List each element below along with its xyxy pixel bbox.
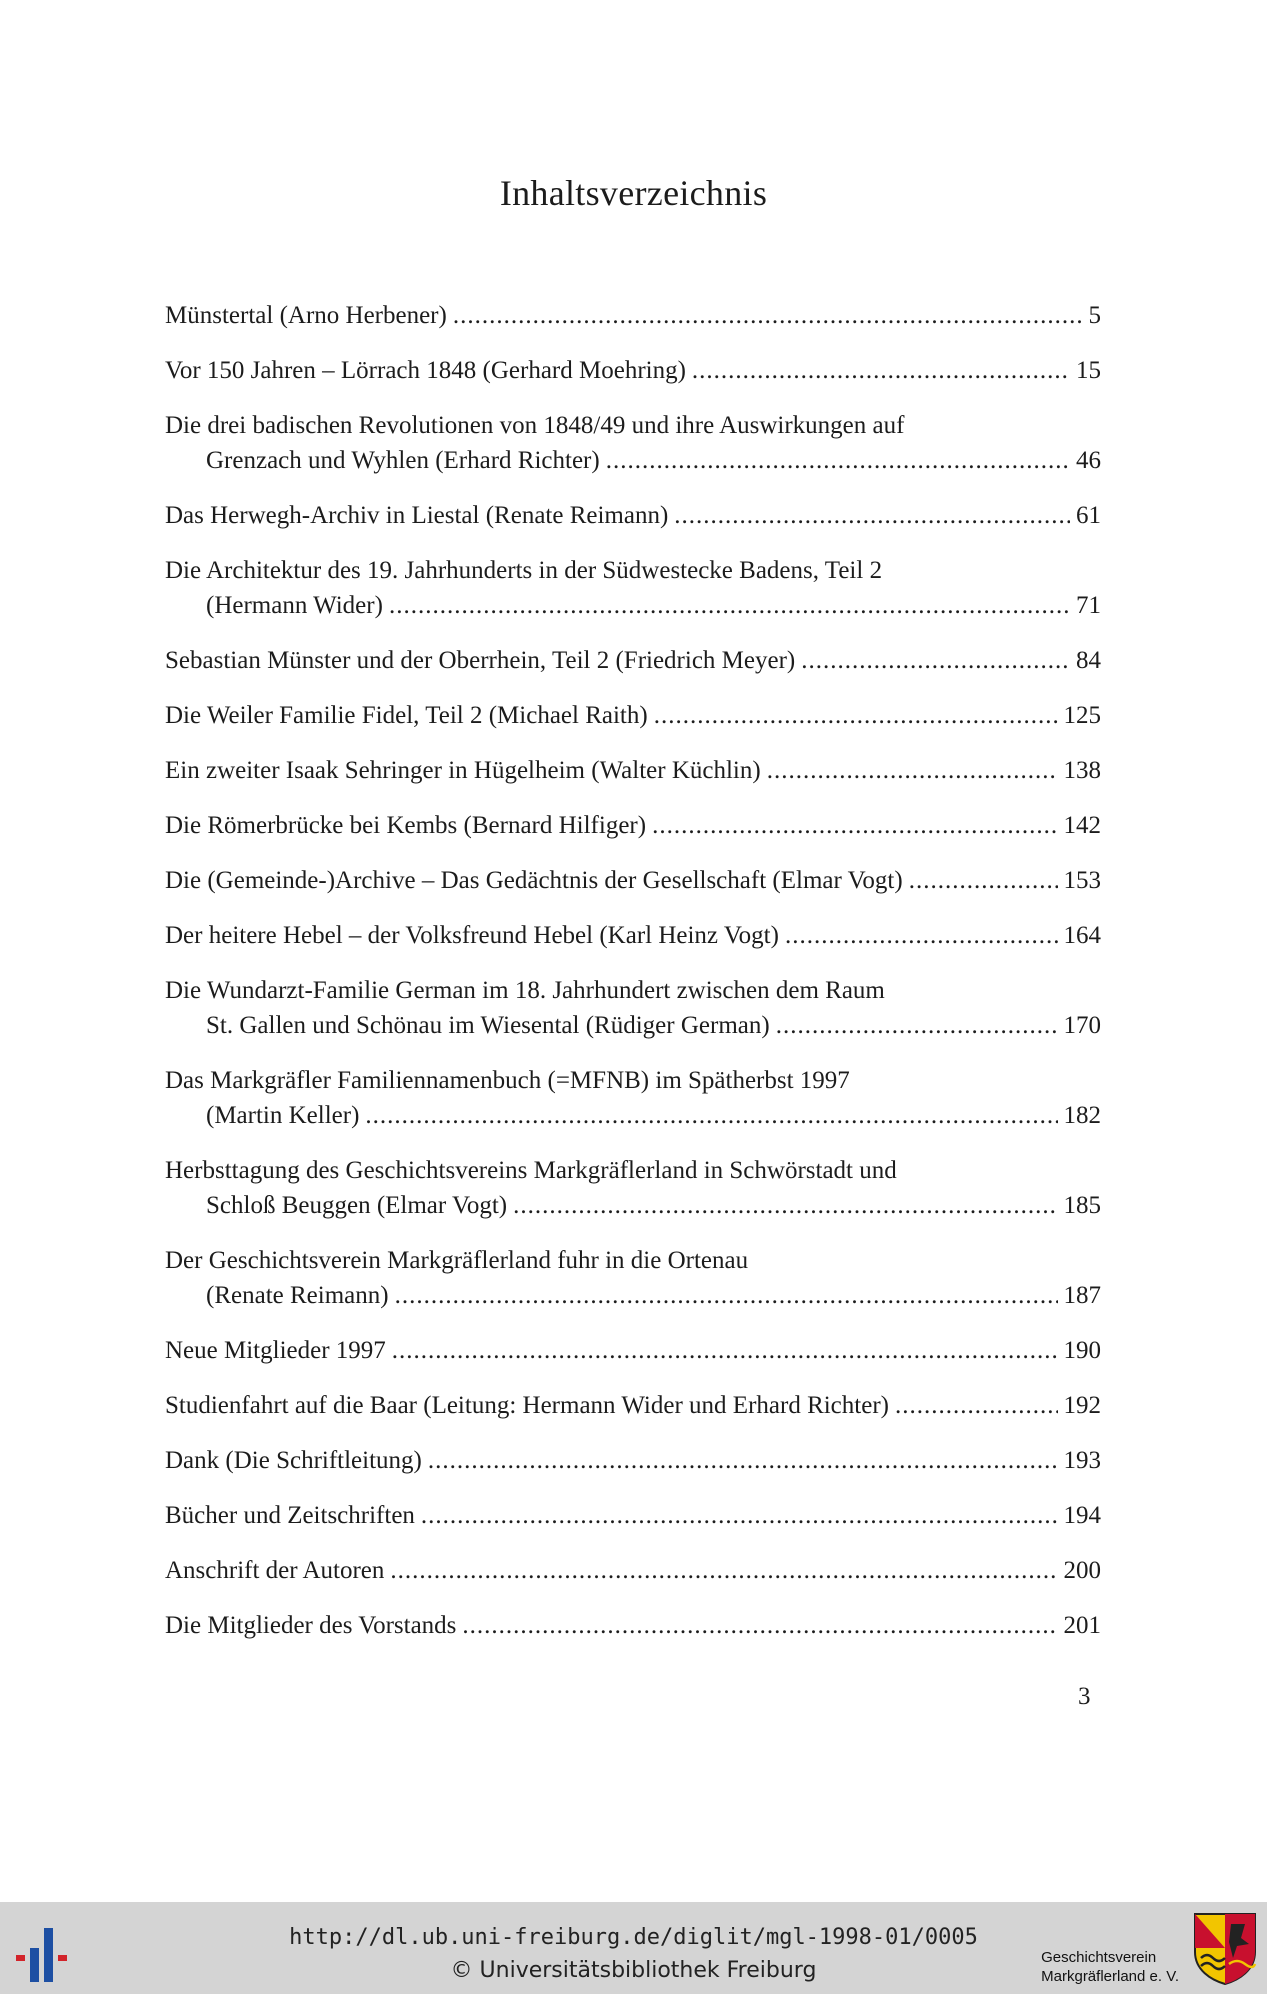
toc-entry-page: 170	[1063, 1012, 1101, 1039]
toc-entry-line	[165, 408, 1101, 443]
toc-entry-line	[165, 1243, 1101, 1278]
toc-entry[interactable]	[165, 973, 1101, 1043]
society-name-line: Geschichtsverein	[1041, 1949, 1157, 1966]
toc-entry-page: 84	[1076, 647, 1101, 674]
dot-leader	[513, 1188, 1057, 1223]
toc-entry-page: 193	[1063, 1447, 1101, 1474]
toc-entry-line	[165, 1498, 1101, 1533]
dot-leader	[909, 863, 1058, 898]
toc-entry-page: 125	[1063, 702, 1101, 729]
toc-entry-title: Die (Gemeinde-)Archive – Das Gedächtnis der Gesellschaft (Elmar Vogt)	[165, 867, 903, 894]
toc-entry[interactable]	[165, 863, 1101, 898]
toc-entry-page: 192	[1063, 1392, 1101, 1419]
toc-entry-title: Der heitere Hebel – der Volksfreund Hebel (Karl Heinz Vogt)	[165, 922, 779, 949]
footer-copyright: © Universitätsbibliothek Freiburg	[450, 1958, 817, 1983]
toc-entry-title: Schloß Beuggen (Elmar Vogt)	[206, 1192, 508, 1219]
society-name	[1041, 1948, 1179, 1986]
dot-leader	[776, 1008, 1058, 1043]
toc-entry-page: 182	[1063, 1102, 1101, 1129]
toc-entry[interactable]	[165, 1333, 1101, 1368]
toc-entry[interactable]	[165, 553, 1101, 623]
dot-leader	[767, 753, 1058, 788]
toc-entry-line	[165, 353, 1101, 388]
page-number: 3	[1078, 1683, 1091, 1710]
toc-entry-line	[165, 1443, 1101, 1478]
dot-leader	[389, 588, 1070, 623]
toc-entry-line	[165, 1333, 1101, 1368]
toc-entry-line	[165, 1388, 1101, 1423]
toc-entry[interactable]	[165, 643, 1101, 678]
toc-entry-line	[165, 918, 1101, 953]
toc-entry-line	[165, 1188, 1101, 1223]
toc-entry-title: (Hermann Wider)	[206, 592, 383, 619]
toc-entry-title: Münstertal (Arno Herbener)	[165, 302, 447, 329]
toc-entry-line	[165, 1278, 1101, 1313]
toc-entry-page: 153	[1063, 867, 1101, 894]
toc-entry-line	[165, 973, 1101, 1008]
toc-entry[interactable]	[165, 408, 1101, 478]
toc-entry-line	[165, 808, 1101, 843]
toc-entry-title: Dank (Die Schriftleitung)	[165, 1447, 422, 1474]
society-name-line: Markgräflerland e. V.	[1041, 1968, 1179, 1985]
dot-leader	[785, 918, 1058, 953]
toc-entry-page: 138	[1063, 757, 1101, 784]
toc-entry-title: Die Mitglieder des Vorstands	[165, 1612, 457, 1639]
toc-entry-line	[165, 1153, 1101, 1188]
toc-entry[interactable]	[165, 353, 1101, 388]
dot-leader	[421, 1498, 1058, 1533]
toc-entry[interactable]	[165, 1388, 1101, 1423]
toc-entry-page: 142	[1063, 812, 1101, 839]
dot-leader	[392, 1333, 1058, 1368]
toc-entry[interactable]	[165, 1553, 1101, 1588]
toc-entry-page: 61	[1076, 502, 1101, 529]
toc-entry-title: Die Wundarzt-Familie German im 18. Jahrhundert zwischen dem Raum	[165, 977, 885, 1004]
toc-entry-line	[165, 498, 1101, 533]
toc-entry-title: (Martin Keller)	[206, 1102, 360, 1129]
toc-entry[interactable]	[165, 298, 1101, 333]
toc-entry-line	[165, 443, 1101, 478]
toc-entry-title: (Renate Reimann)	[206, 1282, 389, 1309]
toc-entry[interactable]	[165, 918, 1101, 953]
dot-leader	[428, 1443, 1058, 1478]
toc-entry-title: Bücher und Zeitschriften	[165, 1502, 415, 1529]
society-crest-icon[interactable]	[1193, 1912, 1257, 1986]
toc-entry-title: Vor 150 Jahren – Lörrach 1848 (Gerhard Moehring)	[165, 357, 686, 384]
dot-leader	[652, 808, 1057, 843]
dot-leader	[365, 1098, 1057, 1133]
toc-entry-line	[165, 1098, 1101, 1133]
toc-entry-line	[165, 643, 1101, 678]
dot-leader	[674, 498, 1070, 533]
toc-entry-line	[165, 1553, 1101, 1588]
toc-entry-line	[165, 588, 1101, 623]
dot-leader	[801, 643, 1070, 678]
toc-entry-page: 190	[1063, 1337, 1101, 1364]
toc-entry-line	[165, 698, 1101, 733]
toc-entry-page: 46	[1076, 447, 1101, 474]
toc-entry-title: Die Architektur des 19. Jahrhunderts in der Südwestecke Badens, Teil 2	[165, 557, 883, 584]
toc-entry-line	[165, 863, 1101, 898]
toc-entry-page: 201	[1063, 1612, 1101, 1639]
dot-leader	[606, 443, 1070, 478]
toc-entry[interactable]	[165, 1498, 1101, 1533]
page-title: Inhaltsverzeichnis	[499, 173, 768, 213]
toc-entry-page: 5	[1088, 302, 1101, 329]
toc-entry-title: Neue Mitglieder 1997	[165, 1337, 386, 1364]
toc-entry-title: Das Markgräfler Familiennamenbuch (=MFNB) im Spätherbst 1997	[165, 1067, 850, 1094]
dot-leader	[692, 353, 1070, 388]
toc-entry-line	[165, 753, 1101, 788]
toc-entry-page: 194	[1063, 1502, 1101, 1529]
toc-entry[interactable]	[165, 1608, 1101, 1643]
toc-entry-line	[165, 298, 1101, 333]
toc-entry-page: 187	[1063, 1282, 1101, 1309]
dot-leader	[453, 298, 1083, 333]
toc-entry-title: Der Geschichtsverein Markgräflerland fuhr in die Ortenau	[165, 1247, 749, 1274]
dot-leader	[654, 698, 1058, 733]
toc-entry[interactable]	[165, 698, 1101, 733]
toc-entry-line	[165, 1008, 1101, 1043]
toc-entry-page: 185	[1063, 1192, 1101, 1219]
dot-leader	[895, 1388, 1058, 1423]
toc-entry[interactable]	[165, 1063, 1101, 1133]
footer-url-link[interactable]: http://dl.ub.uni-freiburg.de/diglit/mgl-1998-01/0005	[289, 1925, 978, 1950]
dot-leader	[462, 1608, 1057, 1643]
toc-entry-title: Herbsttagung des Geschichtsvereins Markgräflerland in Schwörstadt und	[165, 1157, 897, 1184]
toc-entry[interactable]	[165, 753, 1101, 788]
toc-entry-title: Das Herwegh-Archiv in Liestal (Renate Reimann)	[165, 502, 669, 529]
toc-entry-title: Die drei badischen Revolutionen von 1848/49 und ihre Auswirkungen auf	[165, 412, 905, 439]
toc-entry-title: Die Römerbrücke bei Kembs (Bernard Hilfiger)	[165, 812, 647, 839]
toc-entry-title: St. Gallen und Schönau im Wiesental (Rüdiger German)	[206, 1012, 770, 1039]
toc-entry[interactable]	[165, 1243, 1101, 1313]
toc-entry-page: 71	[1076, 592, 1101, 619]
toc-entry-title: Anschrift der Autoren	[165, 1557, 385, 1584]
toc-entry-title: Sebastian Münster und der Oberrhein, Teil 2 (Friedrich Meyer)	[165, 647, 796, 674]
toc-entry-title: Die Weiler Familie Fidel, Teil 2 (Michael Raith)	[165, 702, 648, 729]
toc-entry-line	[165, 553, 1101, 588]
toc-entry[interactable]	[165, 1153, 1101, 1223]
toc-entry[interactable]	[165, 808, 1101, 843]
toc-entry-title: Grenzach und Wyhlen (Erhard Richter)	[206, 447, 600, 474]
toc-entry-line	[165, 1608, 1101, 1643]
toc-entry[interactable]	[165, 1443, 1101, 1478]
toc-entry-title: Studienfahrt auf die Baar (Leitung: Hermann Wider und Erhard Richter)	[165, 1392, 889, 1419]
dot-leader	[395, 1278, 1058, 1313]
toc-entry-page: 200	[1063, 1557, 1101, 1584]
toc-entry-page: 164	[1063, 922, 1101, 949]
toc-entry-page: 15	[1076, 357, 1101, 384]
toc-entry[interactable]	[165, 498, 1101, 533]
toc-entry-title: Ein zweiter Isaak Sehringer in Hügelheim (Walter Küchlin)	[165, 757, 761, 784]
table-of-contents	[165, 298, 1101, 1663]
footer-bar	[0, 1902, 1267, 1994]
toc-entry-line	[165, 1063, 1101, 1098]
dot-leader	[390, 1553, 1057, 1588]
